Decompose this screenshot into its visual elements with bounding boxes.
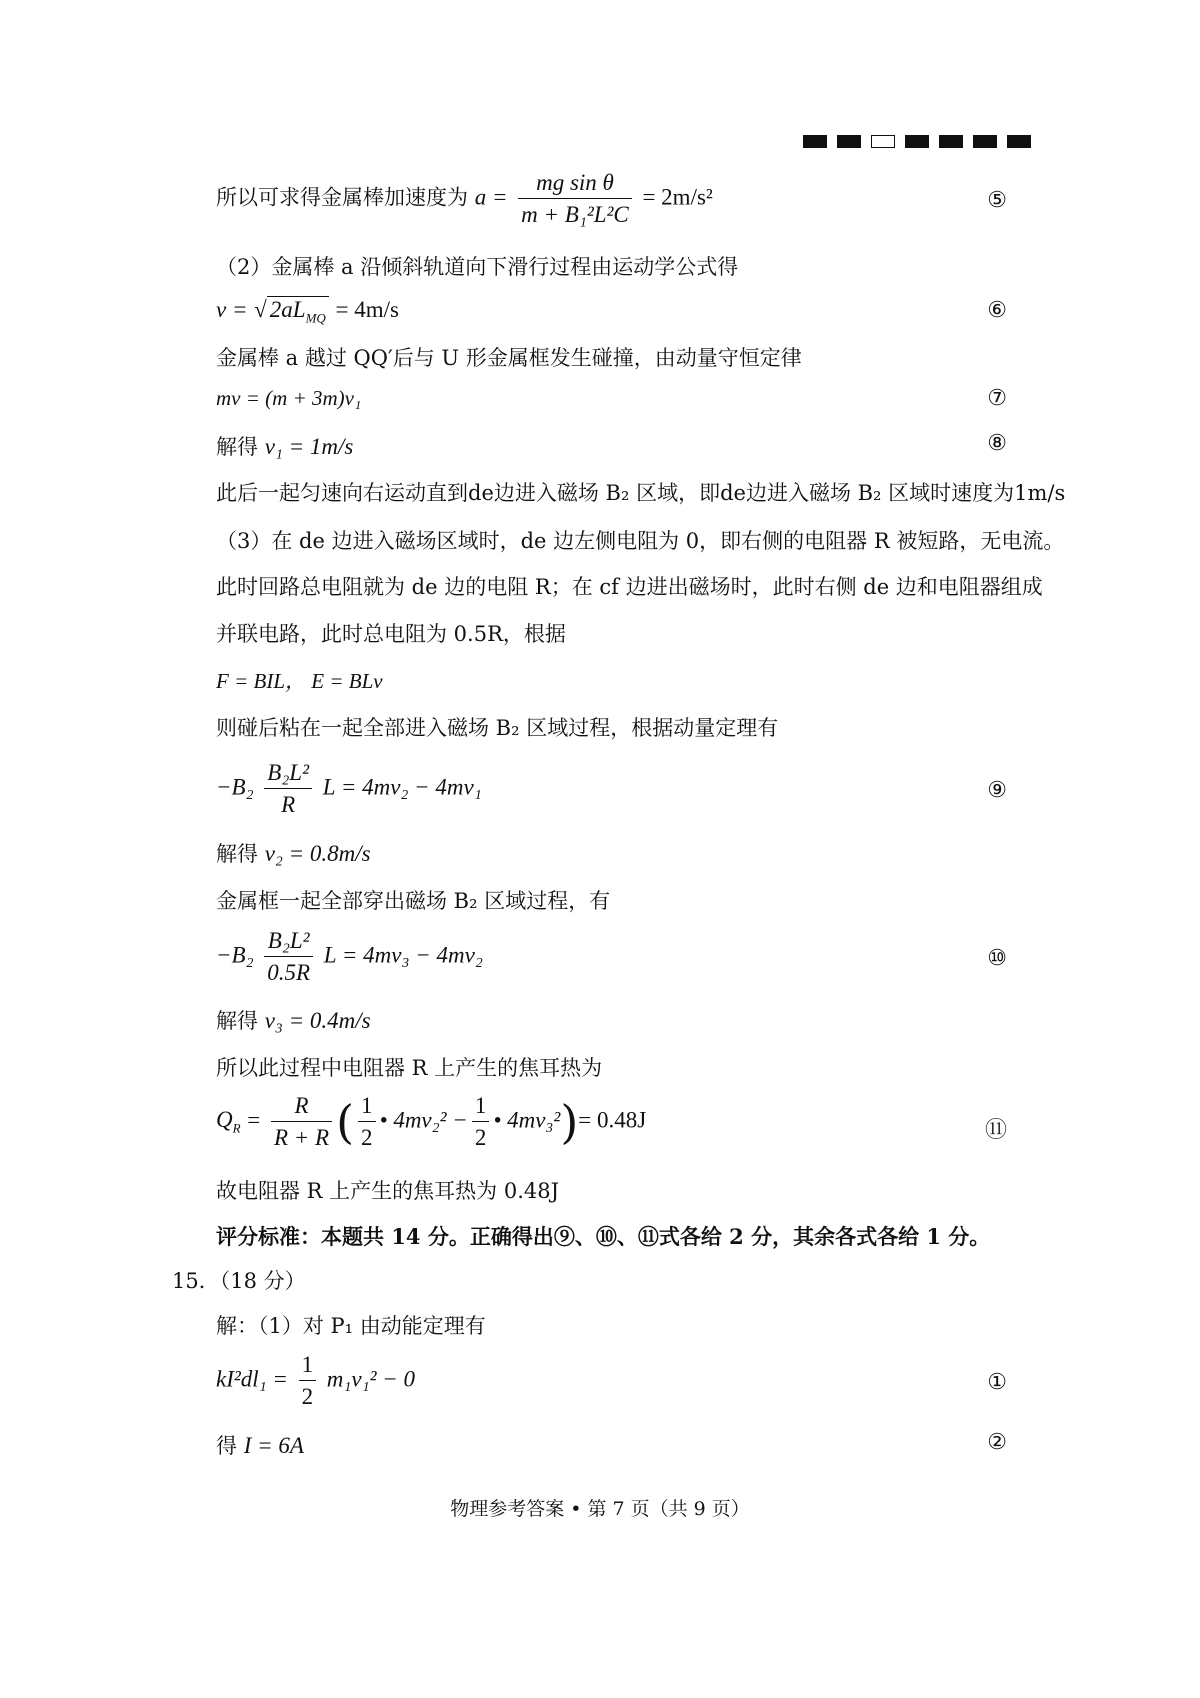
fraction-den: R <box>281 792 296 818</box>
line-part3: （3）在 de 边进入磁场区域时，de 边左侧电阻为 0，即右侧的电阻器 R 被短路，无电流。 <box>216 529 1065 553</box>
fraction-den: 0.5R <box>267 960 311 986</box>
fraction-num: 1 <box>299 1352 317 1381</box>
sqrt-radicand <box>267 296 329 327</box>
fraction-1 <box>299 1352 317 1410</box>
text: 解得 <box>216 435 258 459</box>
line-joule-heat: 所以此过程中电阻器 R 上产生的焦耳热为 <box>216 1056 603 1080</box>
formula-a-lhs: a = <box>474 184 508 210</box>
eq-number-10: ⑩ <box>987 946 1007 971</box>
line-q15-part1: 解：（1）对 P₁ 由动能定理有 <box>216 1314 486 1338</box>
formula-11-lhs <box>216 1107 241 1136</box>
question-15-header: 15．（18 分） <box>172 1269 306 1293</box>
fraction-den: 2 <box>474 1125 487 1151</box>
formula-v1: v₁ = 1m/s <box>264 434 354 459</box>
mark-5 <box>939 135 963 148</box>
formula-I: I = 6A <box>243 1433 304 1458</box>
eq-number-6: ⑥ <box>987 298 1007 323</box>
line-eq11 <box>216 1093 1028 1151</box>
fraction-num: B₂L² <box>264 760 312 789</box>
right-paren: ) <box>560 1094 579 1149</box>
line-collision: 金属棒 a 越过 QQ′后与 U 形金属框发生碰撞，由动量守恒定律 <box>216 346 802 370</box>
radicand: 2aL <box>269 297 306 322</box>
line-exit-field: 金属框一起全部穿出磁场 B₂ 区域过程，有 <box>216 889 611 913</box>
fraction-den: m + B₁²L²C <box>521 202 629 228</box>
mark-4 <box>905 135 929 148</box>
fraction-den: 2 <box>301 1384 314 1410</box>
formula-9-lhs: −B₂ <box>216 774 254 800</box>
mark-1 <box>803 135 827 148</box>
fraction-9 <box>264 760 312 818</box>
formula-10-lhs: −B₂ <box>216 942 254 968</box>
page-footer: 物理参考答案 • 第 7 页（共 9 页） <box>450 1498 750 1520</box>
fraction-half-2 <box>472 1093 490 1151</box>
line-eq9 <box>216 760 1028 818</box>
radicand-sub: MQ <box>305 310 326 326</box>
formula-a-rhs: = 2m/s² <box>642 184 713 210</box>
line-conclusion: 故电阻器 R 上产生的焦耳热为 0.48J <box>216 1179 560 1203</box>
text: 解得 <box>216 842 258 866</box>
text: 所以可求得金属棒加速度为 <box>216 185 468 210</box>
fraction-num: mg sin θ <box>518 170 632 199</box>
line-uniform-motion: 此后一起匀速向右运动直到de边进入磁场 B₂ 区域，即de边进入磁场 B₂ 区域时速度为1m/s <box>216 481 1066 505</box>
eq-number-1: ① <box>987 1370 1007 1395</box>
mark-7 <box>1007 135 1031 148</box>
fraction-num: 1 <box>472 1093 490 1122</box>
fraction-den: R + R <box>273 1125 330 1151</box>
term-1: • 4mv₂² − <box>379 1107 468 1133</box>
formula-11-rhs: = 0.48J <box>578 1107 647 1133</box>
q-sub: R <box>232 1120 241 1136</box>
text: 得 <box>216 1434 237 1458</box>
line-eq10 <box>216 928 1028 986</box>
eq-number-5: ⑤ <box>987 188 1007 213</box>
formula-10-rhs: L = 4mv₃ − 4mv₂ <box>323 942 483 968</box>
fraction-11 <box>271 1093 332 1151</box>
formula-momentum: mv = (m + 3m)v₁ <box>216 386 362 410</box>
mark-6 <box>973 135 997 148</box>
eq-number-7: ⑦ <box>987 386 1007 411</box>
line-resistance: 此时回路总电阻就为 de 边的电阻 R；在 cf 边进出磁场时，此时右侧 de 边和电阻器组成 <box>216 575 1043 599</box>
line-scoring: 评分标准：本题共 14 分。正确得出⑨、⑩、⑪式各给 2 分，其余各式各给 1 分。 <box>216 1224 991 1249</box>
formula-v3: v₃ = 0.4m/s <box>264 1008 371 1033</box>
eq-number-8: ⑧ <box>987 431 1007 456</box>
eq-number-2: ② <box>987 1430 1007 1455</box>
mark-3 <box>871 135 895 148</box>
formula-v-rhs: = 4m/s <box>335 297 399 322</box>
term-2: • 4mv₃² <box>493 1107 561 1133</box>
line-momentum-theorem: 则碰后粘在一起全部进入磁场 B₂ 区域过程，根据动量定理有 <box>216 716 779 740</box>
line-v2 <box>216 838 1028 868</box>
line-acceleration <box>216 170 1028 228</box>
line-q15-I <box>216 1430 1028 1460</box>
line-v1 <box>216 431 1028 461</box>
sqrt-sign: √ <box>254 297 267 322</box>
eq-number-11: ⑪ <box>984 1118 1007 1143</box>
q-symbol: Q <box>216 1107 233 1133</box>
formula-1-rhs: m₁v₁² − 0 <box>326 1366 416 1392</box>
fraction-10 <box>264 928 313 986</box>
eq-number-9: ⑨ <box>987 778 1007 803</box>
fraction-a <box>518 170 632 228</box>
fraction-num: B₂L² <box>264 928 313 957</box>
formula-1-lhs: kI²dl₁ = <box>216 1366 288 1392</box>
equals: = <box>247 1107 261 1133</box>
formula-v2: v₂ = 0.8m/s <box>264 841 371 866</box>
line-part2: （2）金属棒 a 沿倾斜轨道向下滑行过程由运动学公式得 <box>216 255 739 279</box>
mark-2 <box>837 135 861 148</box>
fraction-half-1 <box>358 1093 376 1151</box>
fraction-num: 1 <box>358 1093 376 1122</box>
text: 解得 <box>216 1009 258 1033</box>
fraction-num: R <box>271 1093 332 1122</box>
fraction-den: 2 <box>361 1125 373 1151</box>
line-v3 <box>216 1005 1028 1035</box>
formula-9-rhs: L = 4mv₂ − 4mv₁ <box>322 774 482 800</box>
line-velocity <box>216 296 1028 327</box>
line-parallel: 并联电路，此时总电阻为 0.5R，根据 <box>216 622 566 646</box>
left-paren: ( <box>336 1094 355 1149</box>
formula-force: F = BIL， E = BLv <box>216 669 383 693</box>
formula-v-lhs: v = <box>216 297 248 322</box>
line-q15-eq1 <box>216 1352 1028 1410</box>
